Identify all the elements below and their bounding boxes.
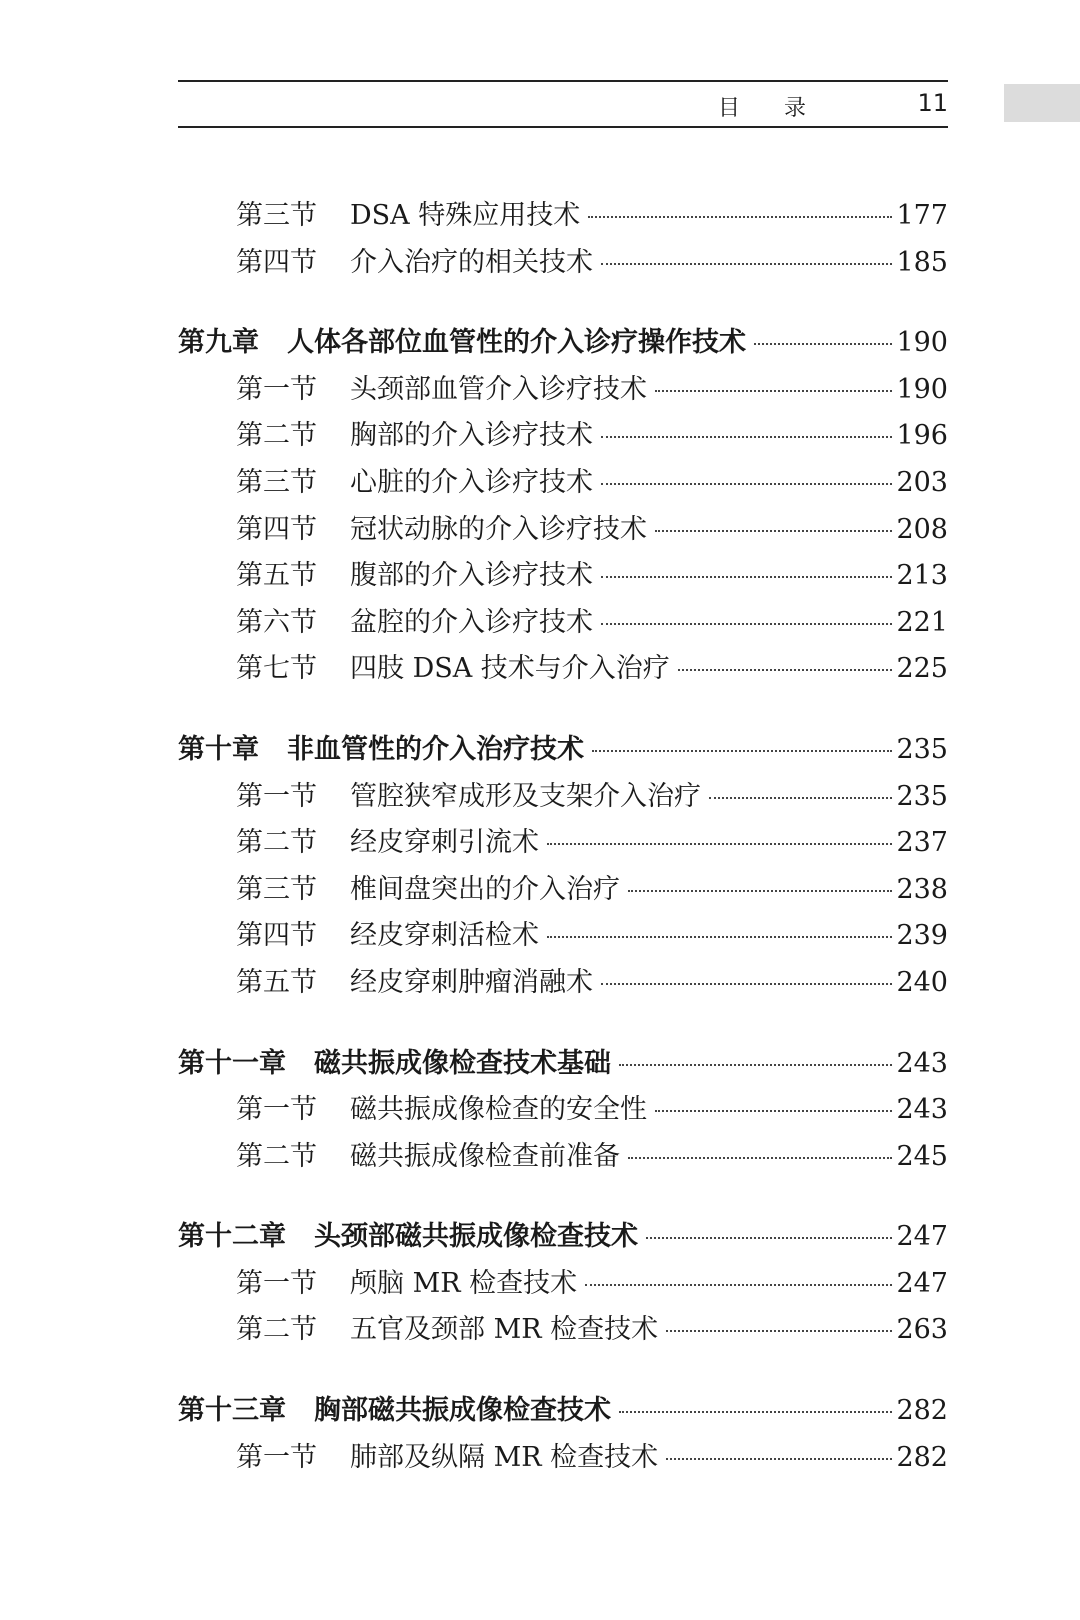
running-header — [178, 80, 948, 128]
dot-leader — [601, 576, 892, 578]
toc-section-row — [178, 646, 948, 693]
toc-section-row — [178, 913, 948, 960]
dot-leader — [619, 1411, 892, 1413]
section-title: 肺部及纵隔 MR 检查技术 — [350, 1441, 659, 1473]
section-number: 第二节 — [236, 420, 317, 452]
chapter-number: 第十章 — [178, 733, 259, 765]
section-title: 冠状动脉的介入诊疗技术 — [350, 513, 647, 545]
page-number: 177 — [896, 200, 948, 231]
toc-chapter-row — [178, 320, 948, 367]
section-title: 胸部的介入诊疗技术 — [350, 420, 593, 452]
section-title: 经皮穿刺肿瘤消融术 — [350, 966, 593, 998]
section-title: 腹部的介入诊疗技术 — [350, 560, 593, 592]
toc-section-row — [178, 507, 948, 554]
toc-section-row — [178, 1435, 948, 1482]
section-title: 颅脑 MR 检查技术 — [350, 1267, 578, 1299]
section-number: 第六节 — [236, 606, 317, 638]
section-number: 第一节 — [236, 1267, 317, 1299]
chapter-title: 磁共振成像检查技术基础 — [314, 1047, 611, 1079]
page-number: 239 — [896, 920, 948, 952]
page-number: 235 — [896, 780, 948, 812]
toc-section-row — [178, 1134, 948, 1181]
page-number: 243 — [896, 1094, 948, 1126]
dot-leader — [601, 983, 892, 985]
chapter-title: 头颈部磁共振成像检查技术 — [314, 1221, 638, 1253]
toc-section-row — [178, 1261, 948, 1308]
dot-leader — [628, 1157, 892, 1159]
toc-section-row — [178, 240, 948, 287]
page-number: 247 — [896, 1221, 948, 1253]
chapter-title: 人体各部位血管性的介入诊疗操作技术 — [287, 327, 746, 359]
section-number: 第一节 — [236, 780, 317, 812]
toc-section-row — [178, 553, 948, 600]
header-title: 目录 — [717, 96, 850, 121]
page-number: 203 — [896, 466, 948, 498]
section-title: 心脏的介入诊疗技术 — [350, 466, 593, 498]
page-number: 282 — [896, 1395, 948, 1427]
toc-section-row — [178, 367, 948, 414]
dot-leader — [585, 1284, 892, 1286]
chapter-number: 第九章 — [178, 327, 259, 359]
page-number: 208 — [896, 513, 948, 545]
toc-section-row — [178, 867, 948, 914]
toc-section-row — [178, 460, 948, 507]
page-number: 196 — [896, 420, 948, 452]
section-title: 管腔狭窄成形及支架介入治疗 — [350, 780, 701, 812]
toc-section-row — [178, 600, 948, 647]
section-number: 第四节 — [236, 513, 317, 545]
toc-chapter-row — [178, 1041, 948, 1088]
edge-tab — [1004, 84, 1080, 122]
section-title: 磁共振成像检查的安全性 — [350, 1094, 647, 1126]
section-number: 第一节 — [236, 373, 317, 405]
toc-chapter-row — [178, 727, 948, 774]
dot-leader — [666, 1330, 892, 1332]
toc-section-row — [178, 193, 948, 240]
section-number: 第一节 — [236, 1094, 317, 1126]
toc-section-row — [178, 1307, 948, 1354]
page-number: 238 — [896, 873, 948, 905]
section-title: DSA 特殊应用技术 — [350, 200, 581, 231]
section-number: 第四节 — [236, 246, 317, 278]
dot-leader — [547, 843, 892, 845]
section-title: 介入治疗的相关技术 — [350, 246, 593, 278]
section-title: 经皮穿刺引流术 — [350, 827, 539, 859]
dot-leader — [601, 483, 892, 485]
chapter-title: 胸部磁共振成像检查技术 — [314, 1395, 611, 1427]
toc-section-row — [178, 820, 948, 867]
dot-leader — [709, 797, 892, 799]
header-page-number: 11 — [917, 89, 948, 117]
page-number: 245 — [896, 1140, 948, 1172]
dot-leader — [588, 216, 892, 218]
dot-leader — [601, 623, 892, 625]
section-number: 第一节 — [236, 1441, 317, 1473]
dot-leader — [592, 750, 892, 752]
section-number: 第三节 — [236, 466, 317, 498]
page-number: 247 — [896, 1267, 948, 1299]
page-number: 237 — [896, 827, 948, 859]
page-number: 235 — [896, 733, 948, 765]
page-number: 190 — [896, 327, 948, 359]
section-title: 磁共振成像检查前准备 — [350, 1140, 620, 1172]
dot-leader — [547, 936, 892, 938]
page-number: 225 — [896, 653, 948, 685]
page-number: 190 — [896, 373, 948, 405]
section-title: 头颈部血管介入诊疗技术 — [350, 373, 647, 405]
dot-leader — [601, 436, 892, 438]
section-title: 五官及颈部 MR 检查技术 — [350, 1314, 659, 1346]
toc-chapter-row — [178, 1388, 948, 1435]
page-number: 185 — [896, 246, 948, 278]
dot-leader — [666, 1458, 892, 1460]
chapter-number: 第十二章 — [178, 1221, 286, 1253]
dot-leader — [655, 390, 892, 392]
section-number: 第三节 — [236, 200, 317, 231]
page-number: 213 — [896, 560, 948, 592]
toc-section-row — [178, 413, 948, 460]
table-of-contents — [178, 193, 948, 1481]
section-number: 第二节 — [236, 827, 317, 859]
section-title: 椎间盘突出的介入治疗 — [350, 873, 620, 905]
toc-chapter-row — [178, 1214, 948, 1261]
page-number: 243 — [896, 1047, 948, 1079]
chapter-number: 第十三章 — [178, 1395, 286, 1427]
dot-leader — [601, 263, 892, 265]
page-number: 240 — [896, 966, 948, 998]
section-number: 第三节 — [236, 873, 317, 905]
page-number: 263 — [896, 1314, 948, 1346]
dot-leader — [655, 1110, 892, 1112]
section-number: 第七节 — [236, 653, 317, 685]
dot-leader — [646, 1237, 892, 1239]
page-number: 221 — [896, 606, 948, 638]
dot-leader — [754, 343, 892, 345]
section-title: 四肢 DSA 技术与介入治疗 — [350, 653, 670, 685]
dot-leader — [678, 669, 893, 671]
toc-section-row — [178, 774, 948, 821]
dot-leader — [628, 890, 892, 892]
page-number: 282 — [896, 1441, 948, 1473]
dot-leader — [619, 1064, 892, 1066]
chapter-title: 非血管性的介入治疗技术 — [287, 733, 584, 765]
section-number: 第五节 — [236, 560, 317, 592]
section-number: 第二节 — [236, 1314, 317, 1346]
section-title: 盆腔的介入诊疗技术 — [350, 606, 593, 638]
section-number: 第五节 — [236, 966, 317, 998]
dot-leader — [655, 530, 892, 532]
chapter-number: 第十一章 — [178, 1047, 286, 1079]
section-title: 经皮穿刺活检术 — [350, 920, 539, 952]
section-number: 第二节 — [236, 1140, 317, 1172]
toc-section-row — [178, 960, 948, 1007]
section-number: 第四节 — [236, 920, 317, 952]
toc-section-row — [178, 1087, 948, 1134]
